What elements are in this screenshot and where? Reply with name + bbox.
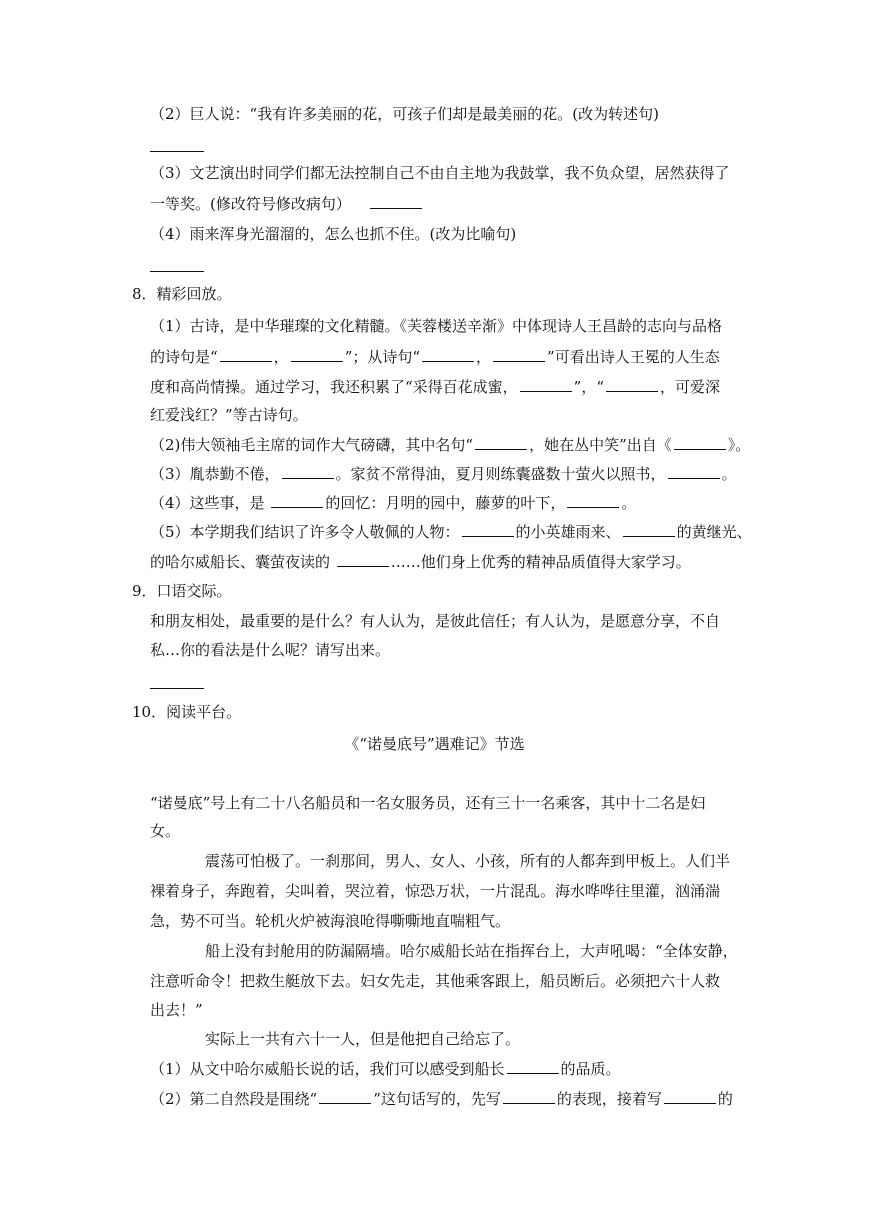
character-blank[interactable]	[337, 550, 389, 567]
q7-item4: （4）雨来浑身光溜溜的，怎么也抓不住。(改为比喻句)	[150, 225, 517, 243]
q8-p1-line3: 度和高尚情操。通过学习，我还积累了“采得百花成蜜， ”，“ ，可爱深	[150, 375, 720, 398]
passage-para2-line1: 震荡可怕极了。一刹那间，男人、女人、小孩，所有的人都奔到甲板上。人们半	[205, 852, 731, 870]
poem-blank[interactable]	[493, 345, 545, 362]
poem-blank[interactable]	[220, 345, 272, 362]
memory-blank[interactable]	[271, 491, 323, 508]
q10-sub1: （1）从文中哈尔威船长说的话，我们可以感受到船长 的品质。	[150, 1057, 621, 1080]
q8-p5-line2: 的哈尔威船长、囊萤夜读的 ……他们身上优秀的精神品质值得大家学习。	[150, 550, 691, 573]
poem-blank[interactable]	[475, 433, 527, 450]
passage-para2-line3: 急，势不可当。轮机火炉被海浪呛得嘶嘶地直喘粗气。	[150, 912, 511, 930]
poem-blank[interactable]	[606, 375, 658, 392]
classical-text-blank[interactable]	[668, 462, 720, 479]
q7-item2: （2）巨人说：“我有许多美丽的花，可孩子们却是最美丽的花。(改为转述句)	[150, 105, 659, 123]
quality-blank[interactable]	[507, 1057, 559, 1074]
passage-para4: 实际上一共有六十一人，但是他把自己给忘了。	[205, 1030, 521, 1048]
q8-p3: （3）胤恭勤不倦， 。家贫不常得油，夏月则练囊盛数十萤火以照书， 。	[150, 462, 737, 485]
q9-heading: 9．口语交际。	[132, 582, 232, 600]
q10-heading: 10．阅读平台。	[132, 703, 242, 721]
q7-item4-answer-blank[interactable]	[150, 270, 204, 272]
passage-para1-line1: “诺曼底”号上有二十八名船员和一名女服务员，还有三十一名乘客，其中十二名是妇	[150, 794, 706, 812]
passage-para3-line1: 船上没有封舱用的防漏隔墙。哈尔威船长站在指挥台上，大声吼喝：“全体安静，	[205, 942, 738, 960]
q8-p5-line1: （5）本学期我们结识了许多令人敬佩的人物： 的小英雄雨来、 的黄继光、	[150, 520, 752, 543]
q8-heading: 8．精彩回放。	[132, 285, 232, 303]
passage-para3-line2: 注意听命令！把救生艇放下去。妇女先走，其他乘客跟上，船员断后。必须把六十人救	[150, 972, 721, 990]
q7-item3-answer-blank[interactable]	[370, 192, 422, 209]
q8-p1-line1: （1）古诗，是中华璀璨的文化精髓。《芙蓉楼送辛渐》中体现诗人王昌龄的志向与品格	[150, 317, 723, 335]
description-blank[interactable]	[503, 1087, 555, 1104]
character-blank[interactable]	[462, 520, 514, 537]
q9-line1: 和朋友相处，最重要的是什么？有人认为，是彼此信任；有人认为，是愿意分享，不自	[150, 612, 721, 630]
q8-p4: （4）这些事，是 的回忆：月明的园中，藤萝的叶下， 。	[150, 491, 636, 514]
q9-answer-blank[interactable]	[150, 687, 204, 689]
q9-line2: 私…你的看法是什么呢？请写出来。	[150, 641, 391, 659]
character-blank[interactable]	[623, 520, 675, 537]
q8-p1-line4: 红爱浅红？”等古诗句。	[150, 406, 308, 424]
passage-para2-line2: 裸着身子，奔跑着，尖叫着，哭泣着，惊恐万状，一片混乱。海水哗哗往里灌，汹涌湍	[150, 882, 721, 900]
q10-sub2: （2）第二自然段是围绕“ ”这句话写的，先写 的表现，接着写 的	[150, 1087, 733, 1110]
q7-item3-text: 一等奖。(修改符号修改病句）	[150, 195, 351, 213]
memory-blank[interactable]	[567, 491, 619, 508]
poem-blank[interactable]	[520, 375, 572, 392]
q7-item2-answer-blank[interactable]	[150, 150, 204, 152]
q7-item3-line2	[150, 192, 424, 215]
q7-item3-line1: （3）文艺演出时同学们都无法控制自己不由自主地为我鼓掌，我不负众望，居然获得了	[150, 164, 730, 182]
poem-blank[interactable]	[674, 433, 726, 450]
poem-blank[interactable]	[291, 345, 343, 362]
q8-p2: （2)伟大领袖毛主席的词作大气磅礴，其中名句“ ，她在丛中笑”出自《 》。	[150, 433, 750, 456]
passage-para3-line3: 出去！”	[150, 1001, 203, 1019]
sentence-blank[interactable]	[319, 1087, 371, 1104]
passage-para1-line2: 女。	[150, 822, 181, 840]
passage-title: 《“诺曼底号”遇难记》节选	[344, 735, 525, 753]
classical-text-blank[interactable]	[282, 462, 334, 479]
poem-blank[interactable]	[422, 345, 474, 362]
q8-p1-line2: 的诗句是“ ， ”；从诗句“ ， ”可看出诗人王冕的人生态	[150, 345, 720, 368]
description-blank[interactable]	[664, 1087, 716, 1104]
